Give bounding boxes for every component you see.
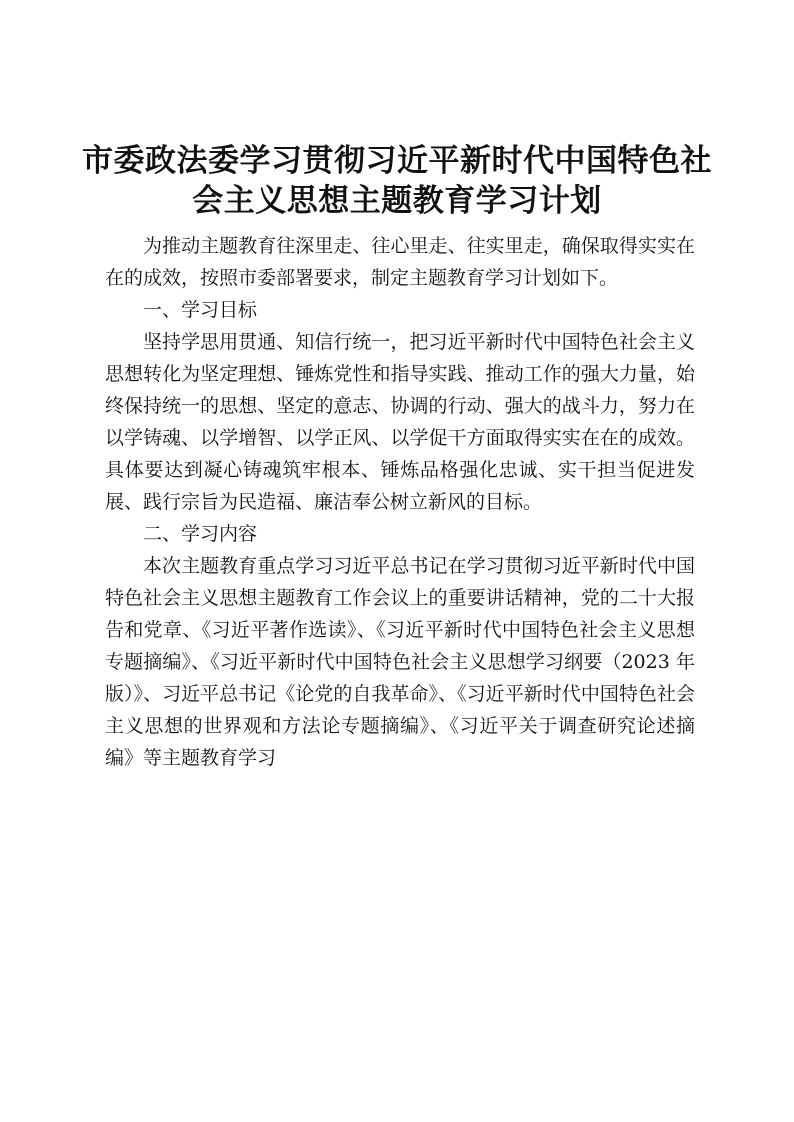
section-heading-learning-content: 二、学习内容 bbox=[143, 523, 258, 545]
document-title-line-1: 市委政法委学习贯彻习近平新时代中国特色社 bbox=[82, 143, 712, 179]
intro-paragraph: 为推动主题教育往深里走、往心里走、往实里走，确保取得实实在在的成效，按照市委部署要求，制定主题教育学习计划如下。 bbox=[105, 235, 695, 289]
document-body bbox=[105, 230, 695, 774]
section-heading-learning-goals: 一、学习目标 bbox=[143, 299, 258, 321]
document-title-line-2: 会主义思想主题教育学习计划 bbox=[192, 183, 602, 219]
learning-content-paragraph: 本次主题教育重点学习习近平总书记在学习贯彻习近平新时代中国特色社会主义思想主题教育工作会议上的重要讲话精神，党的二十大报告和党章、《习近平著作选读》、《习近平新时代中国特色社会主义思想专题摘编》、《习近平新时代中国特色社会主义思想学习纲要（2023 年版）》、习近平总书记《论党的自我革命》、《习近平新时代中国特色社会主义思想的世界观和方法论专题摘编》、《习近平关于调查研究论述摘编》等主题教育学习 bbox=[105, 555, 695, 769]
learning-goals-paragraph: 坚持学思用贯通、知信行统一，把习近平新时代中国特色社会主义思想转化为坚定理想、锤炼党性和指导实践、推动工作的强大力量，始终保持统一的思想、坚定的意志、协调的行动、强大的战斗力，努力在以学铸魂、以学增智、以学正风、以学促干方面取得实实在在的成效。具体要达到凝心铸魂筑牢根本、锤炼品格强化忠诚、实干担当促进发展、践行宗旨为民造福、廉洁奉公树立新风的目标。 bbox=[105, 331, 695, 513]
